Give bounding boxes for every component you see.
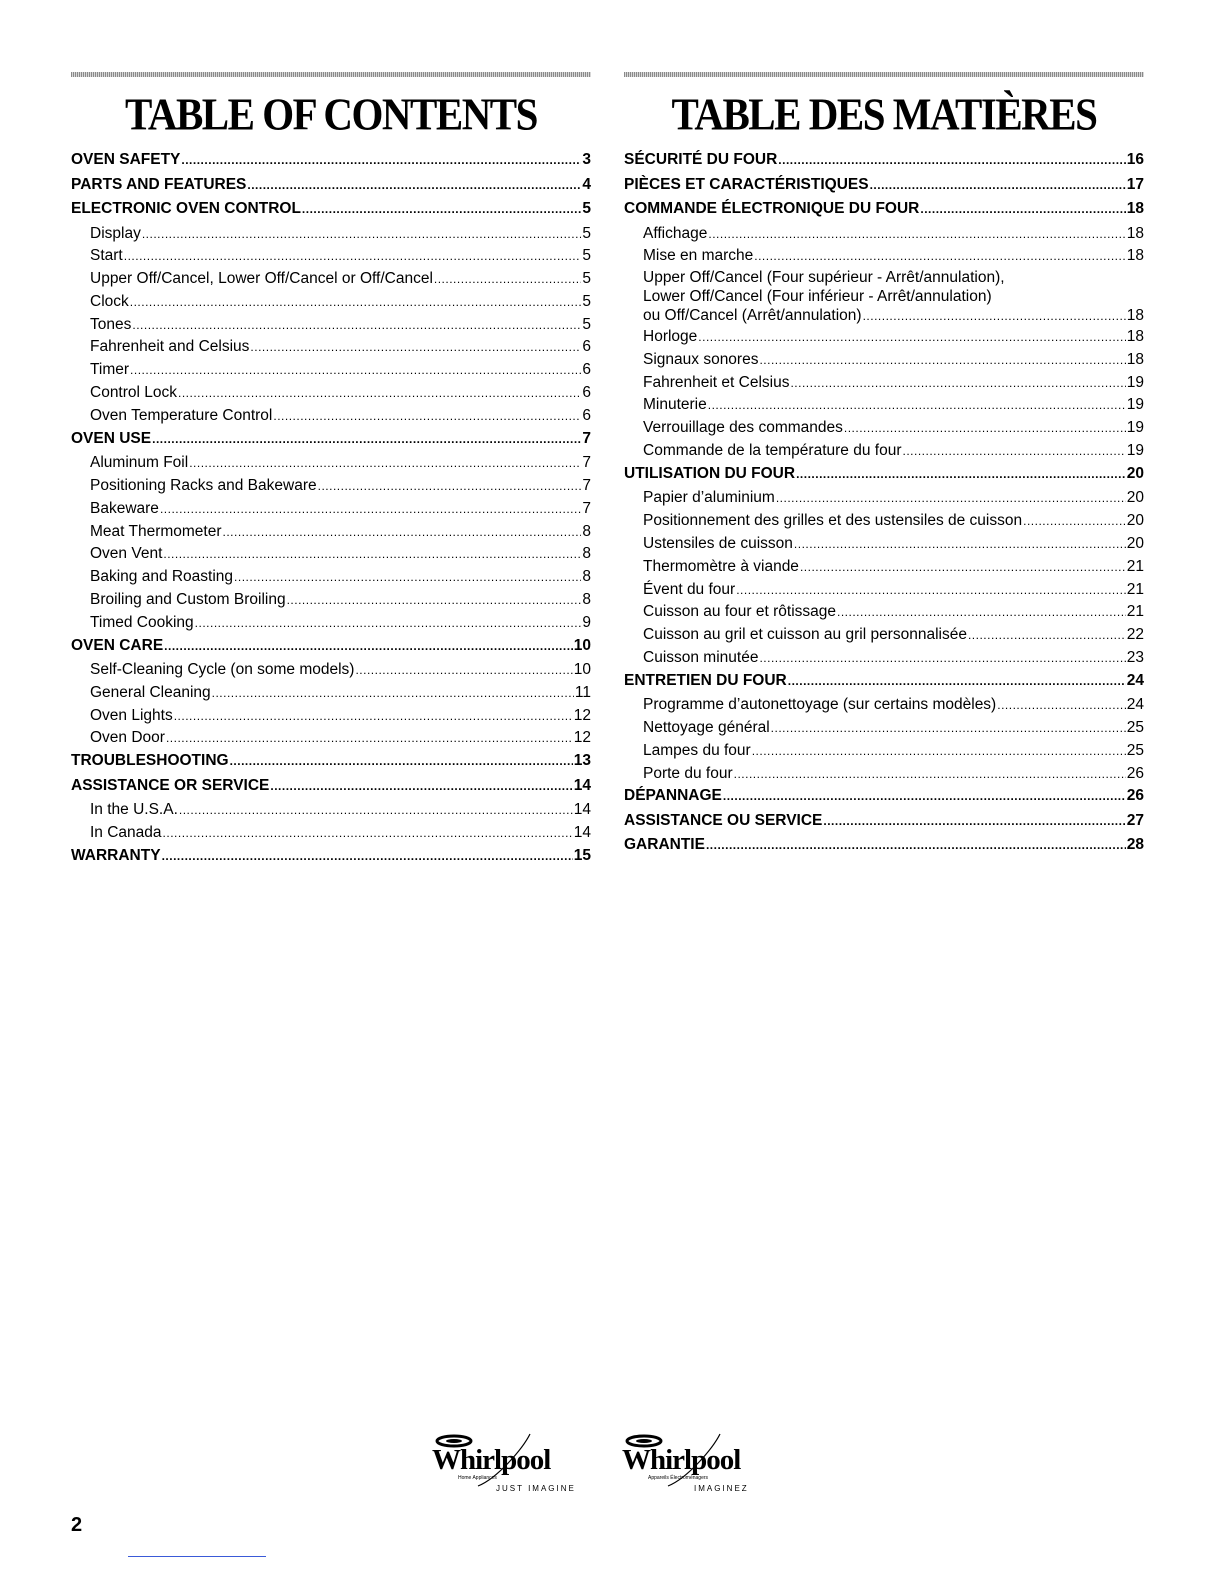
toc-subsection-entry bbox=[624, 624, 1144, 647]
toc-section-entry bbox=[71, 198, 591, 223]
logo-brand-text: Whirlpool bbox=[622, 1444, 741, 1476]
toc-entry-page: 3 bbox=[582, 151, 591, 168]
toc-subsection-entry bbox=[624, 579, 1144, 602]
toc-entry-label: Clock bbox=[90, 292, 129, 310]
toc-entry-page: 20 bbox=[1126, 489, 1144, 507]
toc-entry-label: UTILISATION DU FOUR bbox=[624, 464, 796, 482]
toc-subsection-entry bbox=[624, 717, 1144, 740]
toc-subsection-entry bbox=[71, 405, 591, 428]
toc-entry-page: 6 bbox=[582, 384, 591, 402]
toc-section-entry bbox=[71, 635, 591, 660]
toc-entry-page: 18 bbox=[1126, 224, 1144, 242]
toc-entry-page: 7 bbox=[582, 429, 591, 447]
dot-leader bbox=[318, 475, 582, 498]
dot-leader bbox=[164, 635, 573, 657]
toc-entry-page: 19 bbox=[1126, 396, 1144, 414]
brand-logos bbox=[428, 1428, 808, 1498]
toc-entry-page: 8 bbox=[582, 590, 591, 608]
whirlpool-logo-french bbox=[618, 1428, 778, 1498]
dot-leader bbox=[844, 417, 1126, 440]
toc-entry-page: 5 bbox=[582, 315, 591, 333]
dot-leader bbox=[152, 428, 581, 450]
toc-subsection-entry bbox=[624, 268, 1144, 326]
dot-leader bbox=[723, 785, 1126, 807]
toc-subsection-entry bbox=[624, 223, 1144, 246]
toc-entry-label: Fahrenheit and Celsius bbox=[90, 338, 250, 356]
toc-subsection-entry bbox=[624, 740, 1144, 763]
toc-entry-last-line bbox=[643, 306, 1144, 326]
dot-leader bbox=[771, 717, 1126, 740]
toc-subsection-entry bbox=[624, 487, 1144, 510]
toc-entry-label: TROUBLESHOOTING bbox=[71, 752, 229, 770]
logo-swirl-core bbox=[446, 1439, 462, 1443]
toc-entry-label: General Cleaning bbox=[90, 683, 211, 701]
toc-entry-line: Upper Off/Cancel (Four supérieur - Arrêt/annulation), bbox=[643, 269, 1005, 287]
toc-entry-label: PIÈCES ET CARACTÉRISTIQUES bbox=[624, 175, 869, 193]
dot-leader bbox=[752, 740, 1126, 763]
toc-entry-label: Bakeware bbox=[90, 499, 159, 517]
dot-leader bbox=[174, 705, 573, 728]
toc-entry-page: 20 bbox=[1126, 534, 1144, 552]
toc-subsection-entry bbox=[71, 589, 591, 612]
toc-entry-label: ou Off/Cancel (Arrêt/annulation) bbox=[643, 307, 862, 325]
page-number: 2 bbox=[71, 1514, 83, 1536]
toc-entry-label: WARRANTY bbox=[71, 846, 161, 864]
toc-entry-label: Broiling and Custom Broiling bbox=[90, 590, 286, 608]
toc-title-english: TABLE OF CONTENTS bbox=[125, 87, 537, 140]
toc-entry-page: 23 bbox=[1126, 648, 1144, 666]
toc-entry-page: 14 bbox=[573, 824, 591, 842]
toc-title-french: TABLE DES MATIÈRES bbox=[671, 87, 1097, 140]
toc-subsection-entry bbox=[71, 268, 591, 291]
dot-leader bbox=[759, 647, 1125, 670]
dot-leader bbox=[223, 521, 582, 544]
toc-section-entry bbox=[624, 149, 1144, 174]
dot-leader bbox=[287, 589, 582, 612]
toc-subsection-entry bbox=[624, 372, 1144, 395]
toc-entry-label: Papier d’aluminium bbox=[643, 489, 775, 507]
footer-line bbox=[128, 1556, 266, 1557]
logo-swirl-core bbox=[636, 1439, 652, 1443]
toc-subsection-entry bbox=[624, 245, 1144, 268]
toc-entry-label: ELECTRONIC OVEN CONTROL bbox=[71, 200, 301, 217]
toc-subsection-entry bbox=[624, 417, 1144, 440]
logo-subline-text: Home Appliances bbox=[458, 1475, 497, 1481]
toc-entry-page: 24 bbox=[1126, 671, 1144, 689]
toc-entry-label: Positioning Racks and Bakeware bbox=[90, 476, 317, 494]
toc-entry-label: OVEN CARE bbox=[71, 636, 164, 654]
toc-entry-page: 12 bbox=[573, 729, 591, 747]
toc-entry-page: 18 bbox=[1126, 307, 1144, 325]
toc-section-entry bbox=[71, 174, 591, 199]
toc-entry-label: Lampes du four bbox=[643, 741, 751, 759]
toc-subsection-entry bbox=[71, 359, 591, 382]
toc-entry-label: COMMANDE ÉLECTRONIQUE DU FOUR bbox=[624, 200, 920, 217]
dot-leader bbox=[794, 533, 1126, 556]
toc-entry-page: 26 bbox=[1126, 787, 1144, 805]
toc-entry-label: Mise en marche bbox=[643, 247, 754, 265]
toc-entry-label: In the U.S.A. bbox=[90, 801, 178, 819]
toc-entry-page: 5 bbox=[582, 247, 591, 265]
dot-leader bbox=[800, 556, 1126, 579]
toc-entry-label: Horloge bbox=[643, 328, 698, 346]
toc-entry-page: 18 bbox=[1126, 350, 1144, 368]
dot-leader bbox=[130, 291, 582, 314]
toc-subsection-entry bbox=[624, 510, 1144, 533]
toc-entry-page: 6 bbox=[582, 338, 591, 356]
dot-leader bbox=[234, 566, 581, 589]
toc-entry-label: SÉCURITÉ DU FOUR bbox=[624, 151, 778, 168]
toc-entry-page: 4 bbox=[582, 175, 591, 193]
toc-entry-label: Oven Door bbox=[90, 729, 165, 747]
dot-leader bbox=[997, 694, 1126, 717]
toc-entry-label: Timed Cooking bbox=[90, 613, 194, 631]
dot-leader bbox=[212, 682, 574, 705]
dot-leader bbox=[968, 624, 1126, 647]
toc-entry-page: 16 bbox=[1126, 151, 1144, 168]
toc-entry-page: 25 bbox=[1126, 741, 1144, 759]
toc-entry-page: 17 bbox=[1126, 175, 1144, 193]
toc-subsection-entry bbox=[71, 566, 591, 589]
toc-subsection-entry bbox=[624, 533, 1144, 556]
toc-entry-label: Oven Temperature Control bbox=[90, 406, 273, 424]
toc-section-entry bbox=[71, 775, 591, 800]
toc-entry-page: 5 bbox=[582, 270, 591, 288]
toc-subsection-entry bbox=[624, 349, 1144, 372]
dot-leader bbox=[250, 336, 581, 359]
toc-subsection-entry bbox=[71, 382, 591, 405]
dot-leader bbox=[708, 394, 1126, 417]
toc-entry-label: Start bbox=[90, 247, 123, 265]
toc-entry-page: 19 bbox=[1126, 419, 1144, 437]
toc-entry-page: 18 bbox=[1126, 200, 1144, 217]
toc-entry-label: OVEN USE bbox=[71, 429, 152, 447]
toc-entry-page: 8 bbox=[582, 568, 591, 586]
toc-entry-page: 9 bbox=[582, 613, 591, 631]
dot-leader bbox=[189, 452, 581, 475]
dot-leader bbox=[302, 198, 581, 220]
dot-leader bbox=[870, 174, 1126, 196]
toc-entry-label: Aluminum Foil bbox=[90, 454, 189, 472]
logo-tagline-text: JUST IMAGINE bbox=[496, 1484, 576, 1493]
toc-entry-page: 26 bbox=[1126, 764, 1144, 782]
toc-entry-label: Minuterie bbox=[643, 396, 707, 414]
toc-entry-page: 14 bbox=[573, 801, 591, 819]
toc-entry-label: Baking and Roasting bbox=[90, 568, 234, 586]
dot-leader bbox=[247, 174, 581, 196]
dot-leader bbox=[734, 763, 1126, 786]
toc-entry-page: 27 bbox=[1126, 811, 1144, 829]
dot-leader bbox=[706, 834, 1126, 856]
dot-leader bbox=[434, 268, 581, 291]
toc-subsection-entry bbox=[71, 314, 591, 337]
toc-entry-page: 11 bbox=[574, 683, 591, 701]
header-rule bbox=[71, 72, 591, 77]
toc-entry-label: Self-Cleaning Cycle (on some models) bbox=[90, 661, 355, 679]
toc-entry-label: PARTS AND FEATURES bbox=[71, 175, 247, 193]
toc-entry-label: Porte du four bbox=[643, 764, 733, 782]
dot-leader bbox=[796, 463, 1126, 485]
toc-entry-page: 6 bbox=[582, 361, 591, 379]
header-rule bbox=[624, 72, 1144, 77]
dot-leader bbox=[163, 822, 573, 845]
toc-entry-label: Affichage bbox=[643, 224, 708, 242]
dot-leader bbox=[759, 349, 1125, 372]
toc-entry-label: DÉPANNAGE bbox=[624, 787, 722, 805]
dot-leader bbox=[142, 223, 582, 246]
toc-entry-page: 5 bbox=[582, 224, 591, 242]
toc-subsection-entry bbox=[71, 705, 591, 728]
toc-entry-line: Lower Off/Cancel (Four inférieur - Arrêt/annulation) bbox=[643, 288, 992, 306]
toc-entry-label: ENTRETIEN DU FOUR bbox=[624, 671, 787, 689]
toc-subsection-entry bbox=[71, 336, 591, 359]
dot-leader bbox=[736, 579, 1126, 602]
dot-leader bbox=[160, 498, 581, 521]
toc-section-entry bbox=[624, 834, 1144, 859]
toc-subsection-entry bbox=[71, 822, 591, 845]
toc-section-entry bbox=[624, 174, 1144, 199]
toc-entry-page: 8 bbox=[582, 545, 591, 563]
whirlpool-logo-english bbox=[428, 1428, 588, 1498]
dot-leader bbox=[230, 750, 573, 772]
toc-subsection-entry bbox=[71, 799, 591, 822]
toc-entry-label: OVEN SAFETY bbox=[71, 151, 181, 168]
dot-leader bbox=[863, 306, 1126, 326]
toc-entry-page: 10 bbox=[573, 661, 591, 679]
toc-subsection-entry bbox=[624, 394, 1144, 417]
toc-entry-page: 5 bbox=[582, 292, 591, 310]
toc-entry-label: Oven Lights bbox=[90, 706, 173, 724]
toc-entry-label: Cuisson au gril et cuisson au gril personnalisée bbox=[643, 626, 967, 644]
toc-subsection-entry bbox=[624, 694, 1144, 717]
dot-leader bbox=[162, 845, 573, 867]
toc-entry-page: 6 bbox=[582, 406, 591, 424]
dot-leader bbox=[754, 245, 1125, 268]
toc-entry-page: 24 bbox=[1126, 696, 1144, 714]
toc-entry-page: 7 bbox=[582, 476, 591, 494]
dot-leader bbox=[920, 198, 1125, 220]
dot-leader bbox=[778, 149, 1125, 171]
toc-entry-page: 22 bbox=[1126, 626, 1144, 644]
toc-entry-page: 28 bbox=[1126, 836, 1144, 854]
toc-list-english bbox=[71, 149, 591, 869]
toc-french-column bbox=[624, 72, 1144, 859]
toc-entry-label: Oven Vent bbox=[90, 545, 163, 563]
toc-entry-page: 14 bbox=[573, 776, 591, 794]
toc-subsection-entry bbox=[71, 612, 591, 635]
dot-leader bbox=[708, 223, 1125, 246]
dot-leader bbox=[698, 326, 1125, 349]
toc-subsection-entry bbox=[71, 659, 591, 682]
dot-leader bbox=[355, 659, 572, 682]
toc-entry-page: 19 bbox=[1126, 373, 1144, 391]
dot-leader bbox=[790, 372, 1125, 395]
toc-entry-label: Timer bbox=[90, 361, 130, 379]
dot-leader bbox=[902, 440, 1125, 463]
dot-leader bbox=[270, 775, 572, 797]
toc-entry-page: 8 bbox=[582, 522, 591, 540]
toc-subsection-entry bbox=[624, 647, 1144, 670]
toc-subsection-entry bbox=[71, 452, 591, 475]
toc-entry-label: Verrouillage des commandes bbox=[643, 419, 843, 437]
toc-section-entry bbox=[624, 670, 1144, 695]
toc-subsection-entry bbox=[71, 543, 591, 566]
toc-section-entry bbox=[71, 845, 591, 870]
toc-entry-page: 21 bbox=[1126, 603, 1144, 621]
toc-subsection-entry bbox=[624, 556, 1144, 579]
dot-leader bbox=[823, 810, 1125, 832]
toc-entry-label: Thermomètre à viande bbox=[643, 557, 799, 575]
toc-entry-page: 10 bbox=[573, 636, 591, 654]
toc-entry-label: Display bbox=[90, 224, 141, 242]
toc-entry-page: 21 bbox=[1126, 557, 1144, 575]
toc-entry-label: Évent du four bbox=[643, 580, 736, 598]
toc-entry-label: Signaux sonores bbox=[643, 350, 759, 368]
dot-leader bbox=[166, 727, 573, 750]
toc-entry-page: 19 bbox=[1126, 442, 1144, 460]
dot-leader bbox=[179, 799, 573, 822]
toc-entry-label: Programme d’autonettoyage (sur certains modèles) bbox=[643, 696, 997, 714]
dot-leader bbox=[163, 543, 581, 566]
toc-english-column bbox=[71, 72, 591, 869]
toc-entry-label: Upper Off/Cancel, Lower Off/Cancel or Off/Cancel bbox=[90, 270, 433, 288]
toc-subsection-entry bbox=[71, 223, 591, 246]
toc-section-entry bbox=[624, 198, 1144, 223]
toc-entry-label: Commande de la température du four bbox=[643, 442, 902, 460]
toc-section-entry bbox=[624, 785, 1144, 810]
toc-subsection-entry bbox=[71, 682, 591, 705]
dot-leader bbox=[837, 601, 1126, 624]
toc-subsection-entry bbox=[624, 763, 1144, 786]
dot-leader bbox=[130, 359, 581, 382]
logo-subline-text: Appareils Électroménagers bbox=[648, 1475, 709, 1481]
toc-section-entry bbox=[624, 810, 1144, 835]
toc-subsection-entry bbox=[71, 291, 591, 314]
toc-entry-page: 18 bbox=[1126, 328, 1144, 346]
toc-entry-label: ASSISTANCE OU SERVICE bbox=[624, 811, 823, 829]
toc-entry-label: Tones bbox=[90, 315, 132, 333]
toc-section-entry bbox=[71, 149, 591, 174]
toc-subsection-entry bbox=[624, 326, 1144, 349]
toc-subsection-entry bbox=[71, 498, 591, 521]
toc-entry-label: Positionnement des grilles et des ustensiles de cuisson bbox=[643, 512, 1023, 530]
toc-subsection-entry bbox=[71, 475, 591, 498]
dot-leader bbox=[273, 405, 581, 428]
toc-entry-label: Meat Thermometer bbox=[90, 522, 222, 540]
toc-entry-page: 5 bbox=[582, 200, 591, 217]
toc-entry-page: 20 bbox=[1126, 512, 1144, 530]
toc-section-entry bbox=[71, 428, 591, 453]
toc-entry-label: ASSISTANCE OR SERVICE bbox=[71, 776, 270, 794]
toc-subsection-entry bbox=[624, 440, 1144, 463]
toc-subsection-entry bbox=[624, 601, 1144, 624]
dot-leader bbox=[132, 314, 581, 337]
toc-entry-page: 12 bbox=[573, 706, 591, 724]
logo-brand-text: Whirlpool bbox=[432, 1444, 551, 1476]
toc-entry-page: 20 bbox=[1126, 464, 1144, 482]
toc-section-entry bbox=[624, 463, 1144, 488]
toc-subsection-entry bbox=[71, 521, 591, 544]
toc-entry-page: 7 bbox=[582, 454, 591, 472]
toc-entry-label: Fahrenheit et Celsius bbox=[643, 373, 790, 391]
dot-leader bbox=[178, 382, 581, 405]
toc-entry-label: Control Lock bbox=[90, 384, 178, 402]
toc-entry-label: GARANTIE bbox=[624, 836, 705, 854]
toc-entry-label: In Canada bbox=[90, 824, 162, 842]
logo-tagline-text: IMAGINEZ bbox=[694, 1484, 749, 1493]
dot-leader bbox=[181, 149, 581, 171]
toc-entry-page: 21 bbox=[1126, 580, 1144, 598]
dot-leader bbox=[788, 670, 1126, 692]
toc-entry-page: 15 bbox=[573, 846, 591, 864]
toc-entry-label: Nettoyage général bbox=[643, 719, 770, 737]
toc-entry-label: Cuisson au four et rôtissage bbox=[643, 603, 836, 621]
toc-entry-page: 25 bbox=[1126, 719, 1144, 737]
dot-leader bbox=[1023, 510, 1126, 533]
dot-leader bbox=[776, 487, 1126, 510]
toc-entry-page: 13 bbox=[573, 752, 591, 770]
toc-subsection-entry bbox=[71, 245, 591, 268]
dot-leader bbox=[195, 612, 582, 635]
toc-subsection-entry bbox=[71, 727, 591, 750]
toc-list-french bbox=[624, 149, 1144, 859]
toc-entry-label: Ustensiles de cuisson bbox=[643, 534, 793, 552]
toc-entry-label: Cuisson minutée bbox=[643, 648, 759, 666]
dot-leader bbox=[124, 245, 582, 268]
toc-entry-page: 18 bbox=[1126, 247, 1144, 265]
toc-entry-page: 7 bbox=[582, 499, 591, 517]
toc-section-entry bbox=[71, 750, 591, 775]
